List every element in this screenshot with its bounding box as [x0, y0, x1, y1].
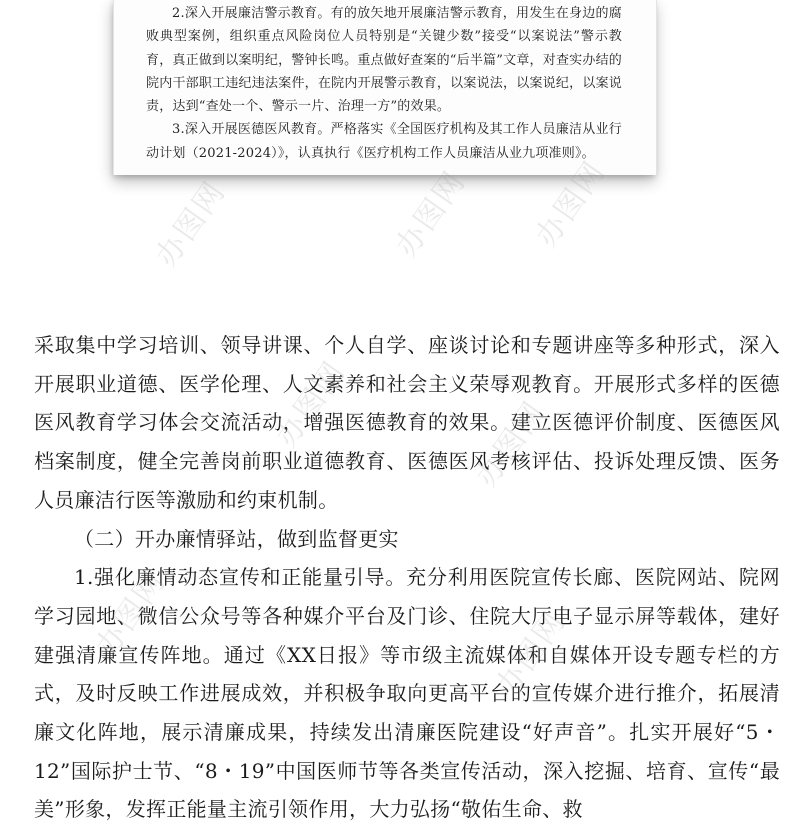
card-paragraph-2: 2.深入开展廉洁警示教育。有的放矢地开展廉洁警示教育，用发生在身边的腐败典型案例，组织重点风险岗位人员特别是“关键少数”接受“以案说法”警示教育，真正做到以案明纪，警钟长鸣。重点做好查案的“后半篇”文章，对查实办结的院内干部职工违纪违法案件，在院内开展警示教育，以案说法，以案说纪，以案说责，达到“查处一个、警示一片、治理一方”的效果。 [146, 6, 622, 115]
body-paragraph-1: 采取集中学习培训、领导讲课、个人自学、座谈讨论和专题讲座等多种形式，深入开展职业道德、医学伦理、人文素养和社会主义荣辱观教育。开展形式多样的医德医风教育学习体会交流活动，增强医德教育的效果。建立医德评价制度、医德医风档案制度，健全完善岗前职业道德教育、医德医风考核评估、投诉处理反馈、医务人员廉洁行医等激励和约束机制。 [34, 333, 780, 512]
section-heading: （二）开办廉情驿站，做到监督更实 [74, 526, 399, 551]
watermark: 办图网 [89, 564, 173, 664]
watermark: 办图网 [489, 604, 573, 704]
body-paragraph-2: 1.强化廉情动态宣传和正能量引导。充分利用医院宣传长廊、医院网站、院网学习园地、微信公众号等各种媒介平台及门诊、住院大厅电子显示屏等载体，建好建强清廉宣传阵地。通过《XX日报》等市级主流媒体和自媒体开设专题专栏的方式，及时反映工作进展成效，并积极争取向更高平台的宣传媒介进行推介，拓展清廉文化阵地，展示清廉成果，持续发出清廉医院建设“好声音”。扎实开展好“5・12”国际护士节、“8・19”中国医师节等各类宣传活动，深入挖掘、培育、宣传“最美”形象，发挥正能量主流引领作用，大力弘扬“敬佑生命、救 [34, 565, 780, 822]
document-card [113, 0, 655, 175]
watermark: 办图网 [149, 174, 233, 274]
main-text-block [34, 326, 780, 829]
watermark: 办图网 [469, 394, 553, 494]
watermark: 办图网 [529, 154, 613, 254]
watermark: 办图网 [269, 354, 353, 454]
card-text-block [146, 2, 622, 165]
watermark: 办图网 [389, 164, 473, 264]
card-paragraph-3: 3.深入开展医德医风教育。严格落实《全国医疗机构及其工作人员廉洁从业行动计划（2021-2024）》，认真执行《医疗机构工作人员廉洁从业九项准则》。 [146, 122, 622, 161]
card-page [113, 0, 657, 175]
